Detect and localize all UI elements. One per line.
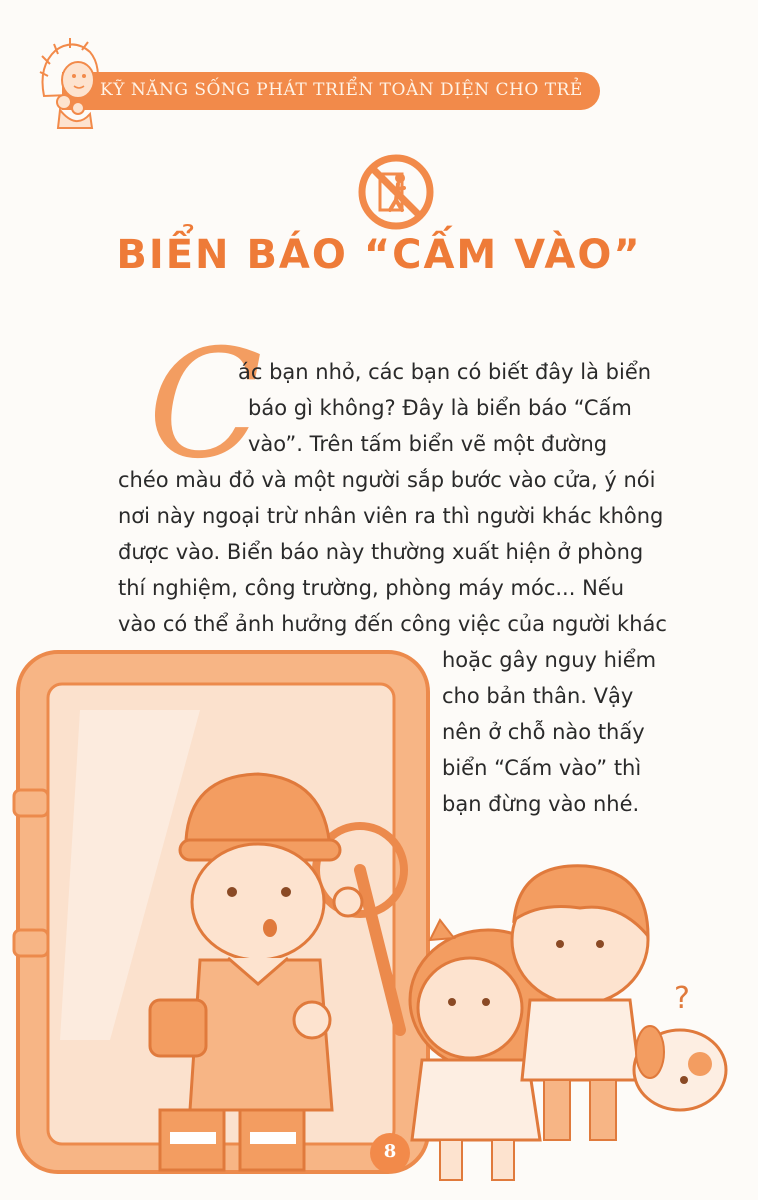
paragraph-line: nên ở chỗ nào thấy [442,720,645,744]
paragraph-line: chéo màu đỏ và một người sắp bước vào cửa, ý nói [118,468,656,492]
dropcap-letter: C [148,318,263,492]
paragraph-line: biển “Cấm vào” thì [442,756,642,780]
paragraph-line: vào có thể ảnh hưởng đến công việc của người khác [118,612,667,636]
svg-text:?: ? [674,981,690,1016]
paragraph-line: bạn đừng vào nhé. [442,792,640,816]
paragraph-line: ác bạn nhỏ, các bạn có biết đây là biển [238,360,652,384]
hedgehog-mascot-icon [34,36,106,132]
paragraph-line: thí nghiệm, công trường, phòng máy móc... Nếu [118,576,625,600]
illustration-children-at-door [0,640,758,1200]
article-title: BIỂN BÁO “CẤM VÀO” [116,232,642,278]
paragraph-line: nơi này ngoại trừ nhân viên ra thì người khác không [118,504,664,528]
paragraph-line: vào”. Trên tấm biển vẽ một đường [248,432,608,456]
paragraph-line: cho bản thân. Vậy [442,684,634,708]
paragraph-line: hoặc gây nguy hiểm [442,648,657,672]
paragraph-line: được vào. Biển báo này thường xuất hiện ở phòng [118,540,644,564]
series-title: KỸ NĂNG SỐNG PHÁT TRIỂN TOÀN DIỆN CHO TRẺ [100,80,583,100]
page-number: 8 [383,1141,397,1162]
paragraph-line: báo gì không? Đây là biển báo “Cấm [248,396,632,420]
puppy [634,981,726,1110]
no-entry-sign-icon [356,152,436,232]
